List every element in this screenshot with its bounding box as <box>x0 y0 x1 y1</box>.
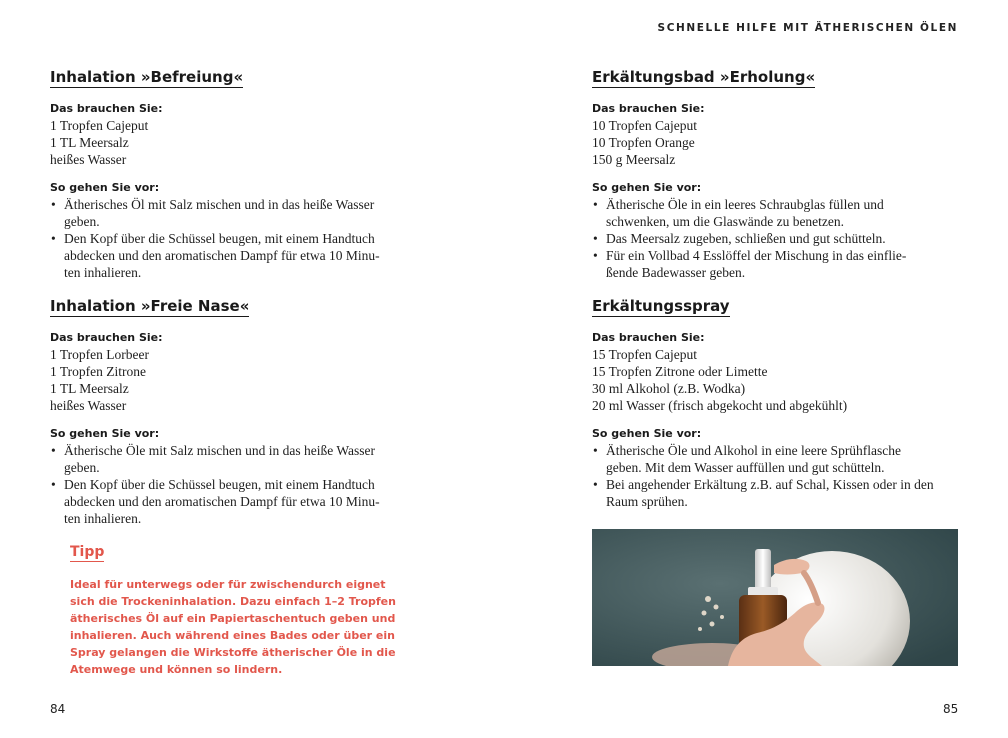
page-number-left: 84 <box>50 702 66 716</box>
step-line: geben. Mit dem Wasser auffüllen und gut schütteln. <box>606 460 885 475</box>
spacer <box>50 168 420 177</box>
step-line: schwenken, um die Glaswände zu benetzen. <box>606 214 845 229</box>
step-line: • Den Kopf über die Schüssel beugen, mit einem Handtuch <box>64 477 375 492</box>
tip-line: Atemwege und können so lindern. <box>70 663 283 676</box>
spacer <box>592 168 958 177</box>
step-item <box>50 476 420 527</box>
ingredient-item: 10 Tropfen Cajeput <box>592 118 698 133</box>
steps-label: So gehen Sie vor: <box>592 427 702 440</box>
tip-text <box>70 576 400 678</box>
steps-label: So gehen Sie vor: <box>592 181 702 194</box>
ingredient-item: 30 ml Alkohol (z.B. Wodka) <box>592 381 746 396</box>
recipe-section <box>592 68 958 281</box>
recipe-section <box>50 297 420 527</box>
ingredient-item: 1 Tropfen Zitrone <box>50 364 146 379</box>
step-item <box>592 196 958 230</box>
ingredient-item: 15 Tropfen Zitrone oder Limette <box>592 364 768 379</box>
step-line: geben. <box>64 460 100 475</box>
recipe-title-wrap <box>592 297 958 327</box>
recipe-title-wrap <box>592 68 958 98</box>
step-line: geben. <box>64 214 100 229</box>
tip-line: ätherisches Öl auf ein Papiertaschentuch geben und <box>70 612 396 625</box>
ingredient-item: heißes Wasser <box>50 152 127 167</box>
ingredients-label: Das brauchen Sie: <box>50 331 163 344</box>
step-line: • Ätherische Öle mit Salz mischen und in das heiße Wasser <box>64 443 375 458</box>
ingredient-item: 1 Tropfen Cajeput <box>50 118 149 133</box>
tip-line: inhalieren. Auch während eines Bades oder über ein <box>70 629 395 642</box>
ingredient-item: 1 TL Meersalz <box>50 135 129 150</box>
ingredient-item: 10 Tropfen Orange <box>592 135 695 150</box>
ingredients-label: Das brauchen Sie: <box>592 331 705 344</box>
step-line: • Den Kopf über die Schüssel beugen, mit einem Handtuch <box>64 231 375 246</box>
recipe-title: Erkältungsbad »Erholung« <box>592 68 816 86</box>
recipe-section <box>592 297 958 510</box>
tip-line: Ideal für unterwegs oder für zwischendurch eignet <box>70 578 386 591</box>
recipe-title-wrap <box>50 297 420 327</box>
left-column <box>50 68 420 543</box>
spacer <box>50 414 420 423</box>
spacer <box>592 414 958 423</box>
step-item <box>592 247 958 281</box>
step-item <box>50 196 420 230</box>
ingredient-item: 20 ml Wasser (frisch abgekocht und abgekühlt) <box>592 398 848 413</box>
ingredient-item: 1 TL Meersalz <box>50 381 129 396</box>
steps-label: So gehen Sie vor: <box>50 427 160 440</box>
recipe-title: Erkältungsspray <box>592 297 730 315</box>
steps-list <box>50 196 420 281</box>
tip-line: Spray gelangen die Wirkstoffe ätherischer Öle in die <box>70 646 396 659</box>
ingredient-item: 150 g Meersalz <box>592 152 676 167</box>
recipe-title: Inhalation »Befreiung« <box>50 68 244 86</box>
step-line: ten inhalieren. <box>64 265 142 280</box>
step-item <box>592 442 958 476</box>
ingredients-label: Das brauchen Sie: <box>592 102 705 115</box>
recipe-section <box>50 68 420 281</box>
step-item <box>592 230 958 247</box>
step-line: ßende Badewasser geben. <box>606 265 746 280</box>
step-line: abdecken und den aromatischen Dampf für etwa 10 Minu- <box>64 248 380 263</box>
ingredient-item: 1 Tropfen Lorbeer <box>50 347 149 362</box>
page-number-right: 85 <box>943 702 959 716</box>
steps-list <box>592 442 958 510</box>
ingredients-label: Das brauchen Sie: <box>50 102 163 115</box>
spray-bottle-photo <box>592 529 958 666</box>
recipe-title-wrap <box>50 68 420 98</box>
step-line: • Ätherische Öle in ein leeres Schraubglas füllen und <box>606 197 884 212</box>
step-line: Raum sprühen. <box>606 494 688 509</box>
ingredient-item: 15 Tropfen Cajeput <box>592 347 698 362</box>
ingredient-item: heißes Wasser <box>50 398 127 413</box>
step-item <box>50 230 420 281</box>
tip-box <box>70 541 400 678</box>
tip-title: Tipp <box>70 544 105 560</box>
step-line: • Ätherische Öle und Alkohol in eine leere Sprühflasche <box>606 443 902 458</box>
step-line: • Bei angehender Erkältung z.B. auf Schal, Kissen oder in den <box>606 477 934 492</box>
steps-label: So gehen Sie vor: <box>50 181 160 194</box>
step-line: • Für ein Vollbad 4 Esslöffel der Mischung in das einflie- <box>606 248 907 263</box>
step-item <box>592 476 958 510</box>
step-line: • Das Meersalz zugeben, schließen und gut schütteln. <box>606 231 886 246</box>
recipe-title: Inhalation »Freie Nase« <box>50 297 250 315</box>
tip-line: sich die Trockeninhalation. Dazu einfach 1–2 Tropfen <box>70 595 396 608</box>
right-column <box>592 68 958 526</box>
step-item <box>50 442 420 476</box>
step-line: ten inhalieren. <box>64 511 142 526</box>
steps-list <box>50 442 420 527</box>
running-head: SCHNELLE HILFE MIT ÄTHERISCHEN ÖLEN <box>657 22 958 34</box>
steps-list <box>592 196 958 281</box>
step-line: abdecken und den aromatischen Dampf für etwa 10 Minu- <box>64 494 380 509</box>
step-line: • Ätherisches Öl mit Salz mischen und in das heiße Wasser <box>64 197 375 212</box>
